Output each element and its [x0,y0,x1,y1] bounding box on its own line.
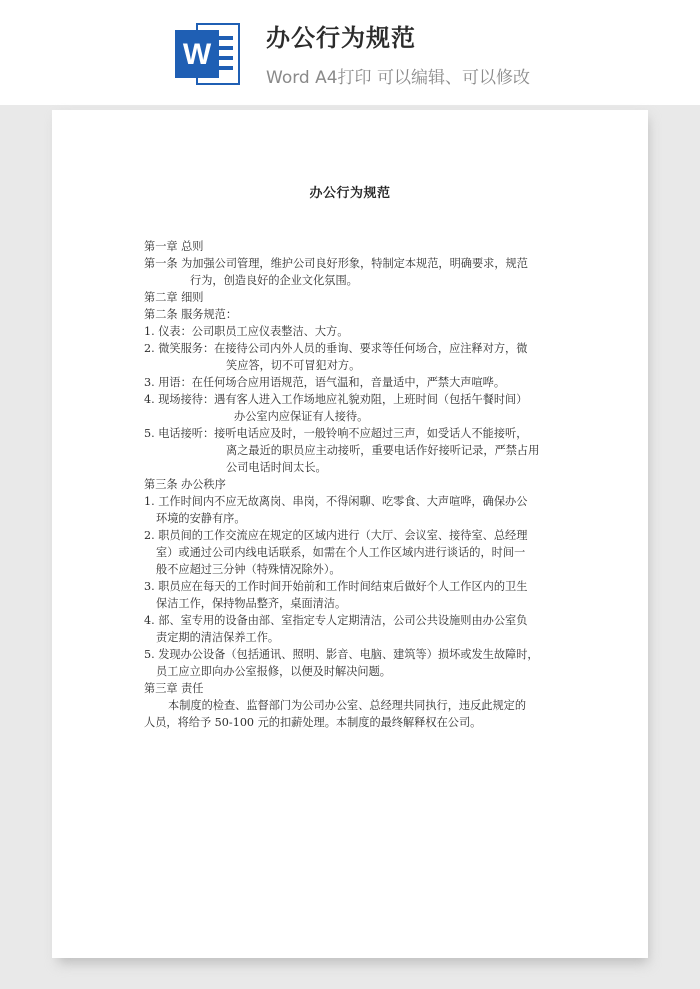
list-item: 5. 发现办公设备（包括通讯、照明、影音、电脑、建筑等）损坏或发生故障时， [144,648,539,661]
article-heading: 第二条 服务规范： [144,308,238,321]
list-item-continuation: 环境的安静有序。 [156,512,246,525]
list-item-continuation: 保洁工作，保持物品整齐，桌面清洁。 [156,597,347,610]
header-bar [0,0,700,105]
list-item: 2. 微笑服务：在接待公司内外人员的垂询、要求等任何场合，应注释对方，微 [144,342,528,355]
page-title: 办公行为规范 [266,24,416,52]
document-page [52,110,648,958]
list-item-continuation: 责定期的清洁保养工作。 [156,631,280,644]
list-item: 1. 工作时间内不应无故离岗、串岗，不得闲聊、吃零食、大声喧哗，确保办公 [144,495,528,508]
paragraph-line: 本制度的检查、监督部门为公司办公室、总经理共同执行，违反此规定的 [168,699,527,712]
list-item: 3. 用语：在任何场合应用语规范，语气温和，音量适中，严禁大声喧哗。 [144,376,506,389]
paragraph-line: 人员，将给予 50-100 元的扣薪处理。本制度的最终解释权在公司。 [144,716,482,729]
chapter-heading: 第三章 责任 [144,682,204,695]
paragraph-line: 第一条 为加强公司管理，维护公司良好形象，特制定本规范，明确要求，规范 [144,257,528,270]
list-item: 3. 职员应在每天的工作时间开始前和工作时间结束后做好个人工作区内的卫生 [144,580,528,593]
list-item: 2. 职员间的工作交流应在规定的区域内进行（大厅、会议室、接待室、总经理 [144,529,528,542]
list-item: 4. 现场接待：遇有客人进入工作场地应礼貌劝阻，上班时间（包括午餐时间） [144,393,528,406]
word-document-icon [175,20,241,88]
paragraph-line: 行为，创造良好的企业文化氛围。 [190,274,358,287]
chapter-heading: 第二章 细则 [144,291,204,304]
list-item-continuation: 离之最近的职员应主动接听，重要电话作好接听记录，严禁占用 [226,444,540,457]
list-item: 1. 仪表：公司职员工应仪表整洁、大方。 [144,325,349,338]
list-item-continuation: 员工应立即向办公室报修，以便及时解决问题。 [156,665,391,678]
list-item-continuation: 办公室内应保证有人接待。 [234,410,369,423]
list-item-continuation: 般不应超过三分钟（特殊情况除外）。 [156,563,341,576]
chapter-heading: 第一章 总则 [144,240,204,253]
article-heading: 第三条 办公秩序 [144,478,226,491]
page-subtitle: Word A4打印 可以编辑、可以修改 [266,68,530,88]
list-item-continuation: 室）或通过公司内线电话联系，如需在个人工作区域内进行谈话的，时间一 [156,546,526,559]
list-item-continuation: 笑应答，切不可冒犯对方。 [226,359,361,372]
list-item: 5. 电话接听：接听电话应及时，一般铃响不应超过三声，如受话人不能接听， [144,427,528,440]
list-item-continuation: 公司电话时间太长。 [226,461,327,474]
list-item: 4. 部、室专用的设备由部、室指定专人定期清洁，公司公共设施则由办公室负 [144,614,528,627]
document-title: 办公行为规范 [309,186,391,201]
svg-text:W: W [182,38,212,71]
